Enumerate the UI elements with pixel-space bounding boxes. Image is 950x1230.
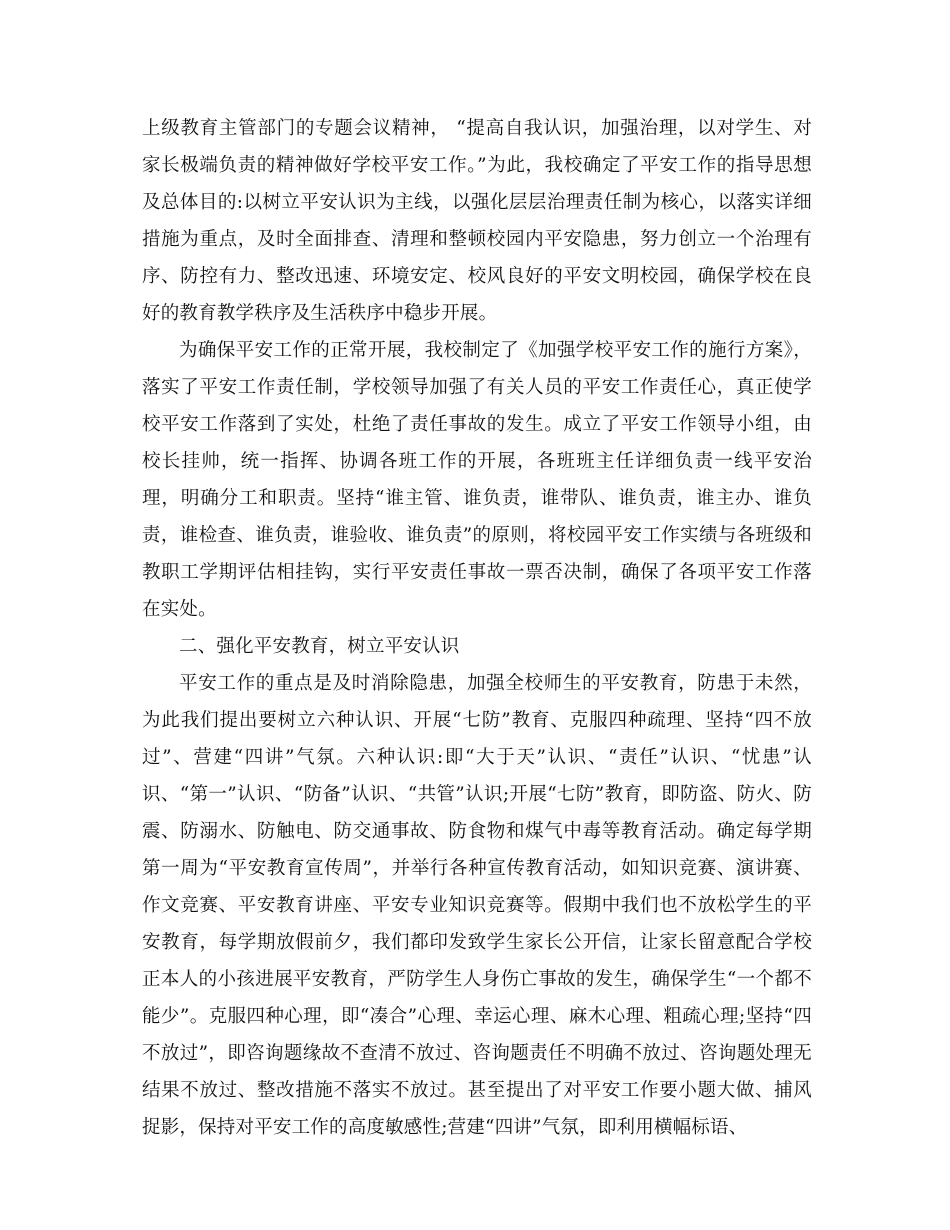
section-heading: 二、强化平安教育，树立平安认识 [179,636,460,657]
paragraph-3: 平安工作的重点是及时消除隐患，加强全校师生的平安教育，防患于未然，为此我们提出要树立六种认识、开展“七防”教育、克服四种疏理、坚持“四不放过”、营建“四讲”气氛。六种认识:即“大于天”认识、“责任”认识、“忧患”认识、“第一”认识、“防备”认识、“共管”认识;开展“七防”教育，即防盗、防火、防震、防溺水、防触电、防交通事故、防食物和煤气中毒等教育活动。确定每学期第一周为“平安教育宣传周”，并举行各种宣传教育活动，如知识竞赛、演讲赛、作文竞赛、平安教育讲座、平安专业知识竞赛等。假期中我们也不放松学生的平安教育，每学期放假前夕，我们都印发致学生家长公开信，让家长留意配合学校正本人的小孩进展平安教育，严防学生人身伤亡事故的发生，确保学生“一个都不能少”。克服四种心理，即“凑合”心理、幸运心理、麻木心理、粗疏心理;坚持“四不放过”，即咨询题缘故不查清不放过、咨询题责任不明确不放过、咨询题处理无结果不放过、整改措施不落实不放过。甚至提出了对平安工作要小题大做、捕风捉影，保持对平安工作的高度敏感性;营建“四讲”气氛，即利用横幅标语、 [142,673,812,1138]
paragraph-2: 为确保平安工作的正常开展，我校制定了《加强学校平安工作的施行方案》，落实了平安工作责任制，学校领导加强了有关人员的平安工作责任心，真正使学校平安工作落到了实处，杜绝了责任事故的发生。成立了平安工作领导小组，由校长挂帅，统一指挥、协调各班工作的开展，各班班主任详细负责一线平安治理，明确分工和职责。坚持“谁主管、谁负责，谁带队、谁负责，谁主办、谁负责，谁检查、谁负责，谁验收、谁负责”的原则，将校园平安工作实绩与各班级和教职工学期评估相挂钩，实行平安责任事故一票否决制，确保了各项平安工作落在实处。 [142,340,812,620]
paragraph-1: 上级教育主管部门的专题会议精神， “提高自我认识，加强治理，以对学生、对家长极端负责的精神做好学校平安工作。”为此，我校确定了平安工作的指导思想及总体目的:以树立平安认识为主线，以强化层层治理责任制为核心，以落实详细措施为重点，及时全面排查、清理和整顿校园内平安隐患，努力创立一个治理有序、防控有力、整改迅速、环境安定、校风良好的平安文明校园，确保学校在良好的教育教学秩序及生活秩序中稳步开展。 [142,118,812,324]
document-body [142,110,812,1146]
